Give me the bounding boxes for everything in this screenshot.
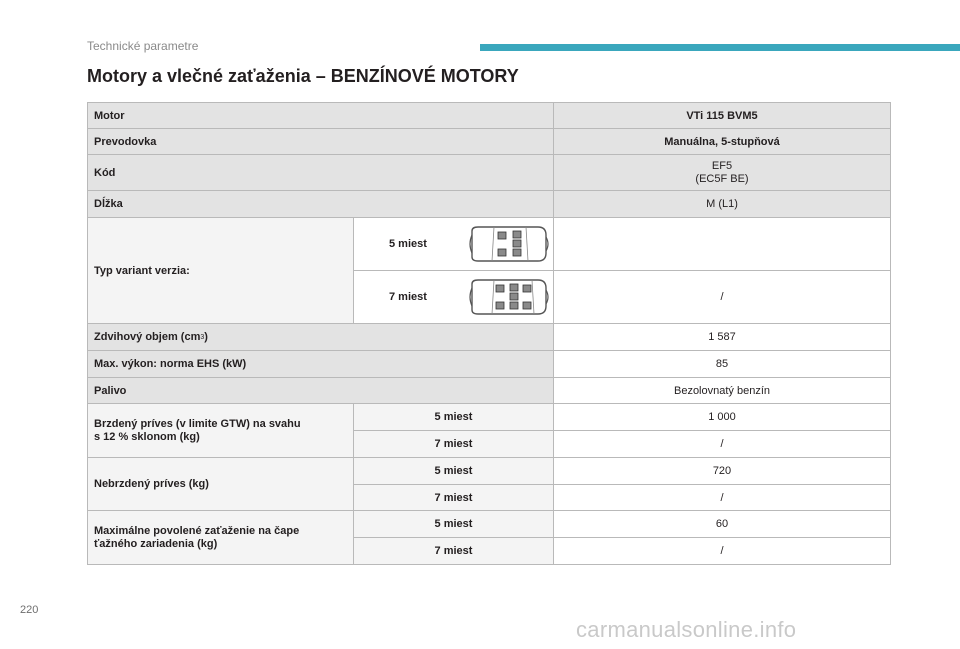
- noseload-label: Maximálne povolené zaťaženie na čape ťažného zariadenia (kg): [87, 511, 354, 565]
- braked-7-label: 7 miest: [354, 431, 554, 458]
- variant-7-cell: [354, 271, 554, 324]
- unbraked-7-value: /: [554, 485, 891, 511]
- power-value: 85: [554, 351, 891, 378]
- noseload-5-value: 60: [554, 511, 891, 538]
- variant-7-label: 7 miest: [389, 291, 427, 303]
- braked-5-value: 1 000: [554, 404, 891, 431]
- code-value: [554, 155, 891, 191]
- gearbox-label: Prevodovka: [87, 129, 554, 155]
- noseload-5-label: 5 miest: [354, 511, 554, 538]
- displacement-label: Zdvihový objem (cm 3 ): [87, 324, 554, 351]
- van-7-seats-icon: [466, 278, 550, 316]
- variant-label: Typ variant verzia:: [87, 218, 354, 324]
- length-label: Dĺžka: [87, 191, 554, 218]
- van-5-seats-icon: [466, 225, 550, 263]
- gearbox-value: Manuálna, 5-stupňová: [554, 129, 891, 155]
- code-label: Kód: [87, 155, 554, 191]
- displacement-value: 1 587: [554, 324, 891, 351]
- accent-bar: [480, 44, 960, 51]
- spec-table: [87, 102, 891, 565]
- unbraked-5-label: 5 miest: [354, 458, 554, 485]
- braked-label: Brzdený príves (v limite GTW) na svahu s 12 % sklonom (kg): [87, 404, 354, 458]
- unbraked-7-label: 7 miest: [354, 485, 554, 511]
- length-value: M (L1): [554, 191, 891, 218]
- code-value-line2: (EC5F BE): [695, 172, 749, 185]
- variant-5-value: [554, 218, 891, 271]
- variant-5-label: 5 miest: [389, 238, 427, 250]
- section-title: Technické parametre: [87, 39, 199, 53]
- unbraked-5-value: 720: [554, 458, 891, 485]
- page-number: 220: [20, 604, 39, 616]
- noseload-7-label: 7 miest: [354, 538, 554, 565]
- braked-7-value: /: [554, 431, 891, 458]
- code-value-line1: EF5: [711, 159, 733, 172]
- motor-label: Motor: [87, 102, 554, 129]
- braked-5-label: 5 miest: [354, 404, 554, 431]
- variant-7-value: /: [554, 271, 891, 324]
- noseload-7-value: /: [554, 538, 891, 565]
- page-title: Motory a vlečné zaťaženia – BENZÍNOVÉ MOTORY: [87, 66, 519, 86]
- power-label: Max. výkon: norma EHS (kW): [87, 351, 554, 378]
- fuel-label: Palivo: [87, 378, 554, 404]
- fuel-value: Bezolovnatý benzín: [554, 378, 891, 404]
- watermark: carmanualsonline.info: [576, 617, 797, 642]
- unbraked-label: Nebrzdený príves (kg): [87, 458, 354, 511]
- motor-value: VTi 115 BVM5: [554, 102, 891, 129]
- variant-5-cell: [354, 218, 554, 271]
